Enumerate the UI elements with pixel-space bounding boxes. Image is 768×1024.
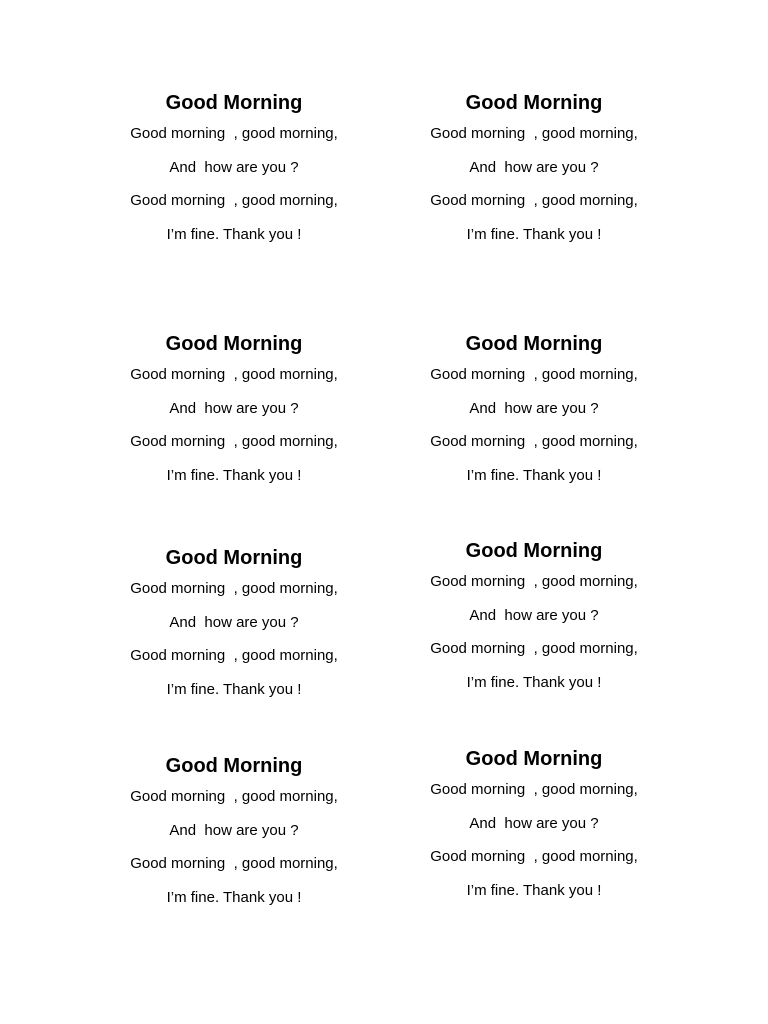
card-line-3: Good morning , good morning, <box>430 640 638 657</box>
card-line-1: Good morning , good morning, <box>130 788 338 805</box>
card-title: Good Morning <box>165 333 303 355</box>
card-line-4: I’m fine. Thank you ! <box>166 466 302 484</box>
song-card-7 <box>84 754 384 922</box>
card-line-4: I’m fine. Thank you ! <box>166 680 302 698</box>
card-line-2: And how are you ? <box>169 613 299 631</box>
card-line-2: And how are you ? <box>169 399 299 417</box>
card-line-2: And how are you ? <box>169 158 299 176</box>
card-line-3: Good morning , good morning, <box>130 855 338 872</box>
song-card-6 <box>384 539 684 707</box>
card-line-3: Good morning , good morning, <box>130 647 338 664</box>
card-line-4: I’m fine. Thank you ! <box>466 881 602 899</box>
card-line-2: And how are you ? <box>469 158 599 176</box>
card-line-3: Good morning , good morning, <box>130 192 338 209</box>
card-line-4: I’m fine. Thank you ! <box>166 888 302 906</box>
card-line-2: And how are you ? <box>169 821 299 839</box>
song-card-4 <box>384 332 684 500</box>
card-line-2: And how are you ? <box>469 606 599 624</box>
card-line-2: And how are you ? <box>469 399 599 417</box>
card-line-1: Good morning , good morning, <box>430 366 638 383</box>
song-card-3 <box>84 332 384 500</box>
card-title: Good Morning <box>465 333 603 355</box>
card-line-3: Good morning , good morning, <box>430 192 638 209</box>
card-line-3: Good morning , good morning, <box>430 433 638 450</box>
card-title: Good Morning <box>465 540 603 562</box>
card-line-4: I’m fine. Thank you ! <box>466 466 602 484</box>
card-line-2: And how are you ? <box>469 814 599 832</box>
card-line-1: Good morning , good morning, <box>130 125 338 142</box>
card-title: Good Morning <box>165 755 303 777</box>
song-card-2 <box>384 91 684 259</box>
card-line-4: I’m fine. Thank you ! <box>166 225 302 243</box>
card-line-1: Good morning , good morning, <box>430 125 638 142</box>
card-title: Good Morning <box>465 748 603 770</box>
card-line-1: Good morning , good morning, <box>130 580 338 597</box>
card-line-1: Good morning , good morning, <box>430 573 638 590</box>
song-card-8 <box>384 747 684 915</box>
card-line-3: Good morning , good morning, <box>130 433 338 450</box>
card-line-3: Good morning , good morning, <box>430 848 638 865</box>
song-card-5 <box>84 546 384 714</box>
card-line-4: I’m fine. Thank you ! <box>466 225 602 243</box>
card-line-1: Good morning , good morning, <box>130 366 338 383</box>
card-line-1: Good morning , good morning, <box>430 781 638 798</box>
card-title: Good Morning <box>165 547 303 569</box>
card-title: Good Morning <box>465 92 603 114</box>
card-line-4: I’m fine. Thank you ! <box>466 673 602 691</box>
song-card-1 <box>84 91 384 259</box>
card-title: Good Morning <box>165 92 303 114</box>
